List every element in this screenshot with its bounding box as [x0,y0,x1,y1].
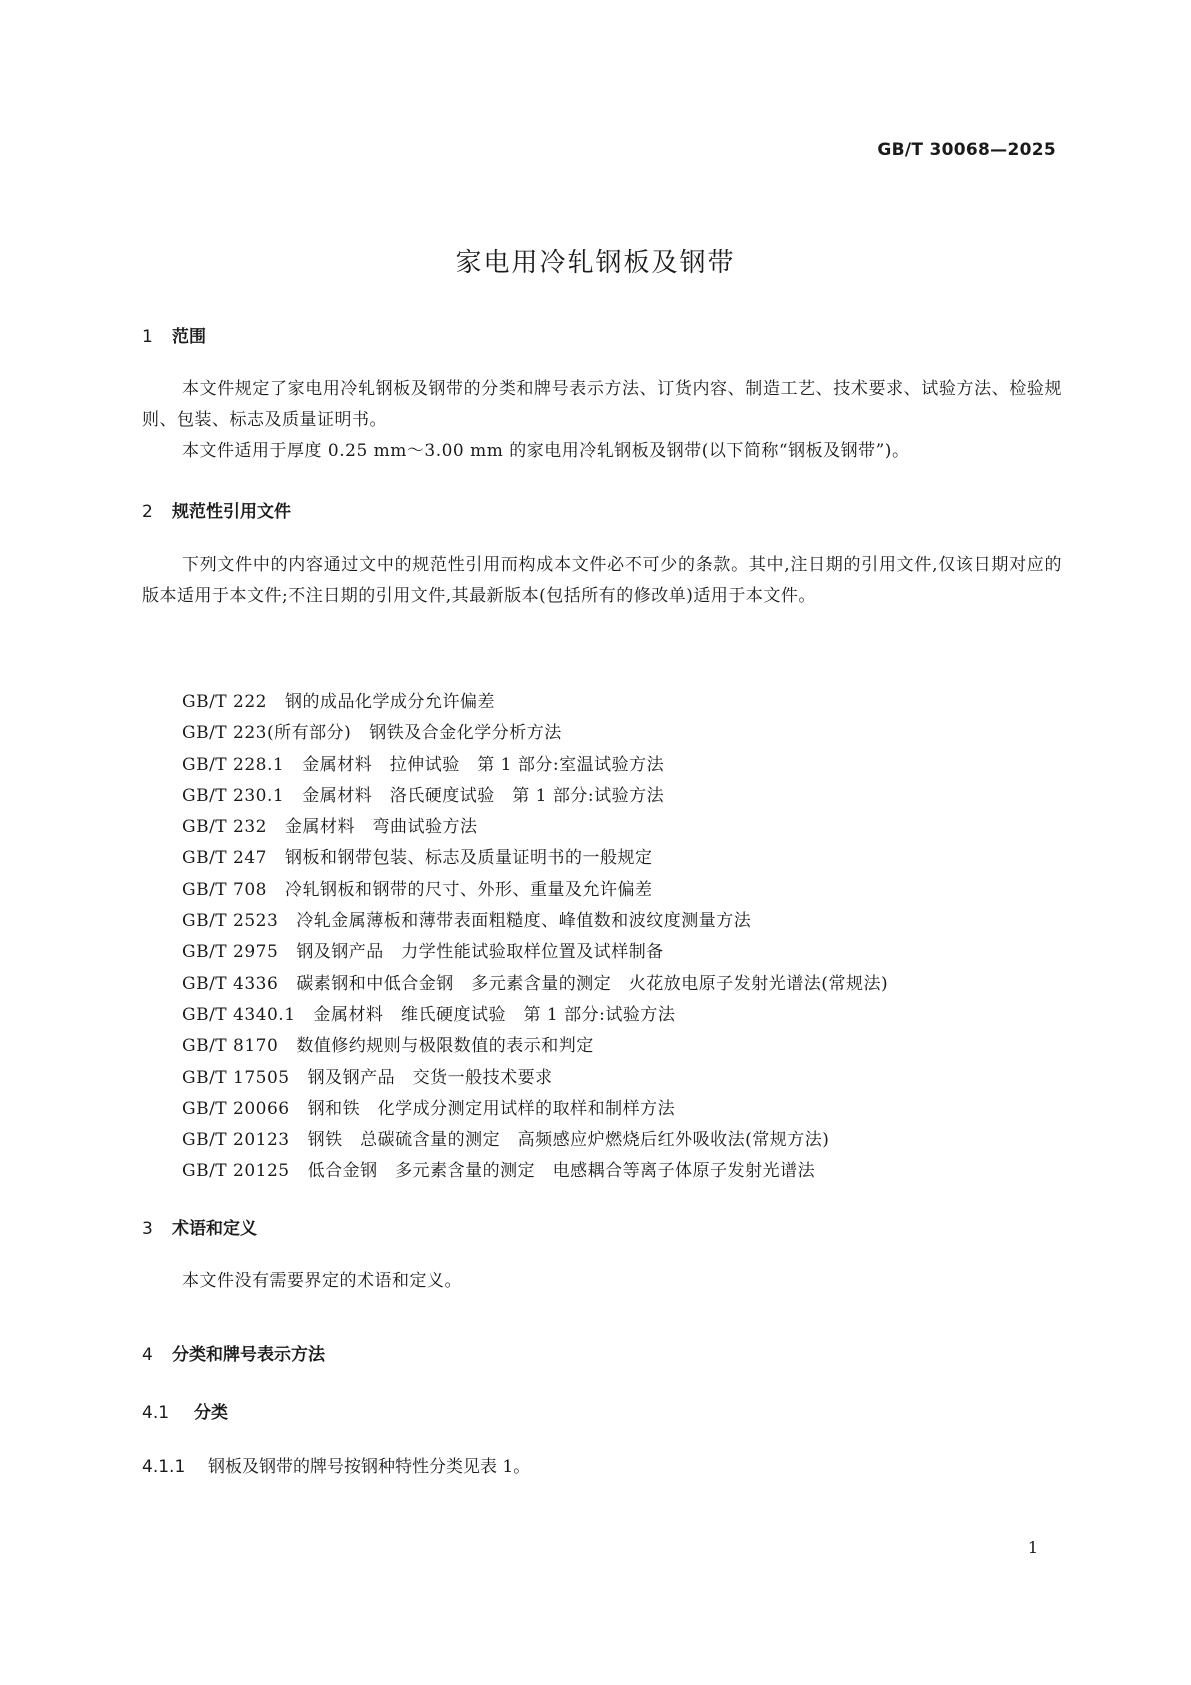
section-title: 术语和定义 [172,1219,257,1239]
reference-code: GB/T 2975 [182,942,279,963]
reference-code: GB/T 232 [182,817,267,838]
reference-item [182,1063,888,1094]
reference-code: GB/T 17505 [182,1067,290,1088]
reference-code: GB/T 2523 [182,911,279,932]
reference-title: 钢及钢产品 力学性能试验取样位置及试样制备 [296,942,664,963]
reference-title: 碳素钢和中低合金钢 多元素含量的测定 火花放电原子发射光谱法(常规法) [296,973,889,994]
clause-4-1-1 [142,1452,530,1477]
reference-item [182,1031,888,1062]
section-heading-4 [142,1340,325,1365]
reference-code: GB/T 708 [182,879,267,900]
section-number: 4 [142,1345,153,1365]
reference-title: 钢和铁 化学成分测定用试样的取样和制样方法 [307,1098,676,1119]
section-heading-2 [142,497,291,522]
section-heading-1 [142,322,206,347]
reference-list [182,687,888,1188]
reference-item [182,1000,888,1031]
reference-item [182,1094,888,1125]
reference-item [182,843,888,874]
reference-title: 金属材料 拉伸试验 第 1 部分:室温试验方法 [302,754,665,775]
reference-code: GB/T 4336 [182,973,279,994]
reference-item [182,969,888,1000]
reference-item [182,875,888,906]
section-heading-3 [142,1214,257,1239]
reference-item [182,812,888,843]
standard-code: GB/T 30068—2025 [877,140,1056,160]
page-number: 1 [1027,1538,1038,1557]
references-intro: 下列文件中的内容通过文中的规范性引用而构成本文件必不可少的条款。其中,注日期的引用文件,仅该日期对应的版本适用于本文件;不注日期的引用文件,其最新版本(包括所有的修改单)适用于本文件。 [142,555,1062,606]
reference-code: GB/T 222 [182,692,267,712]
reference-title: 钢铁及合金化学分析方法 [369,723,562,744]
reference-item [182,687,888,718]
scope-paragraph-1: 本文件规定了家电用冷轧钢板及钢带的分类和牌号表示方法、订货内容、制造工艺、技术要求、试验方法、检验规则、包装、标志及质量证明书。 [142,379,1062,430]
reference-code: GB/T 247 [182,848,267,869]
reference-item [182,1156,888,1187]
section-title: 分类和牌号表示方法 [172,1345,325,1365]
reference-item [182,937,888,968]
reference-code: GB/T 8170 [182,1036,279,1057]
section-number: 3 [142,1219,153,1239]
section-number: 1 [142,327,153,347]
section-title: 规范性引用文件 [172,502,291,522]
reference-title: 冷轧钢板和钢带的尺寸、外形、重量及允许偏差 [285,879,653,900]
reference-code: GB/T 4340.1 [182,1004,296,1025]
section-number: 2 [142,502,153,522]
reference-code: GB/T 223(所有部分) [182,723,352,744]
clause-number: 4.1.1 [142,1457,186,1477]
document-title: 家电用冷轧钢板及钢带 [455,248,736,278]
reference-code: GB/T 20066 [182,1098,290,1119]
reference-title: 钢铁 总碳硫含量的测定 高频感应炉燃烧后红外吸收法(常规方法) [307,1130,830,1151]
reference-item [182,906,888,937]
reference-item [182,1125,888,1156]
reference-title: 低合金钢 多元素含量的测定 电感耦合等离子体原子发射光谱法 [307,1161,816,1182]
clause-text: 钢板及钢带的牌号按钢种特性分类见表 1。 [208,1457,531,1477]
reference-title: 数值修约规则与极限数值的表示和判定 [296,1036,594,1057]
reference-title: 金属材料 维氏硬度试验 第 1 部分:试验方法 [313,1004,676,1025]
reference-code: GB/T 20123 [182,1130,290,1151]
reference-title: 钢的成品化学成分允许偏差 [285,692,495,712]
scope-paragraph-2: 本文件适用于厚度 0.25 mm～3.00 mm 的家电用冷轧钢板及钢带(以下简称“钢板及钢带”)。 [182,441,910,461]
reference-title: 钢及钢产品 交货一般技术要求 [307,1067,553,1088]
reference-item [182,781,888,812]
reference-code: GB/T 20125 [182,1161,290,1182]
reference-item [182,750,888,781]
reference-title: 冷轧金属薄板和薄带表面粗糙度、峰值数和波纹度测量方法 [296,911,752,932]
reference-title: 金属材料 弯曲试验方法 [285,817,478,838]
section-title: 范围 [172,327,206,347]
reference-code: GB/T 230.1 [182,785,285,806]
subsection-title: 分类 [194,1403,228,1423]
reference-code: GB/T 228.1 [182,754,285,775]
subsection-number: 4.1 [142,1403,170,1423]
reference-item [182,718,888,749]
reference-title: 钢板和钢带包装、标志及质量证明书的一般规定 [285,848,653,869]
terms-paragraph: 本文件没有需要界定的术语和定义。 [182,1271,462,1291]
reference-title: 金属材料 洛氏硬度试验 第 1 部分:试验方法 [302,785,665,806]
subsection-heading-4-1 [142,1398,228,1423]
